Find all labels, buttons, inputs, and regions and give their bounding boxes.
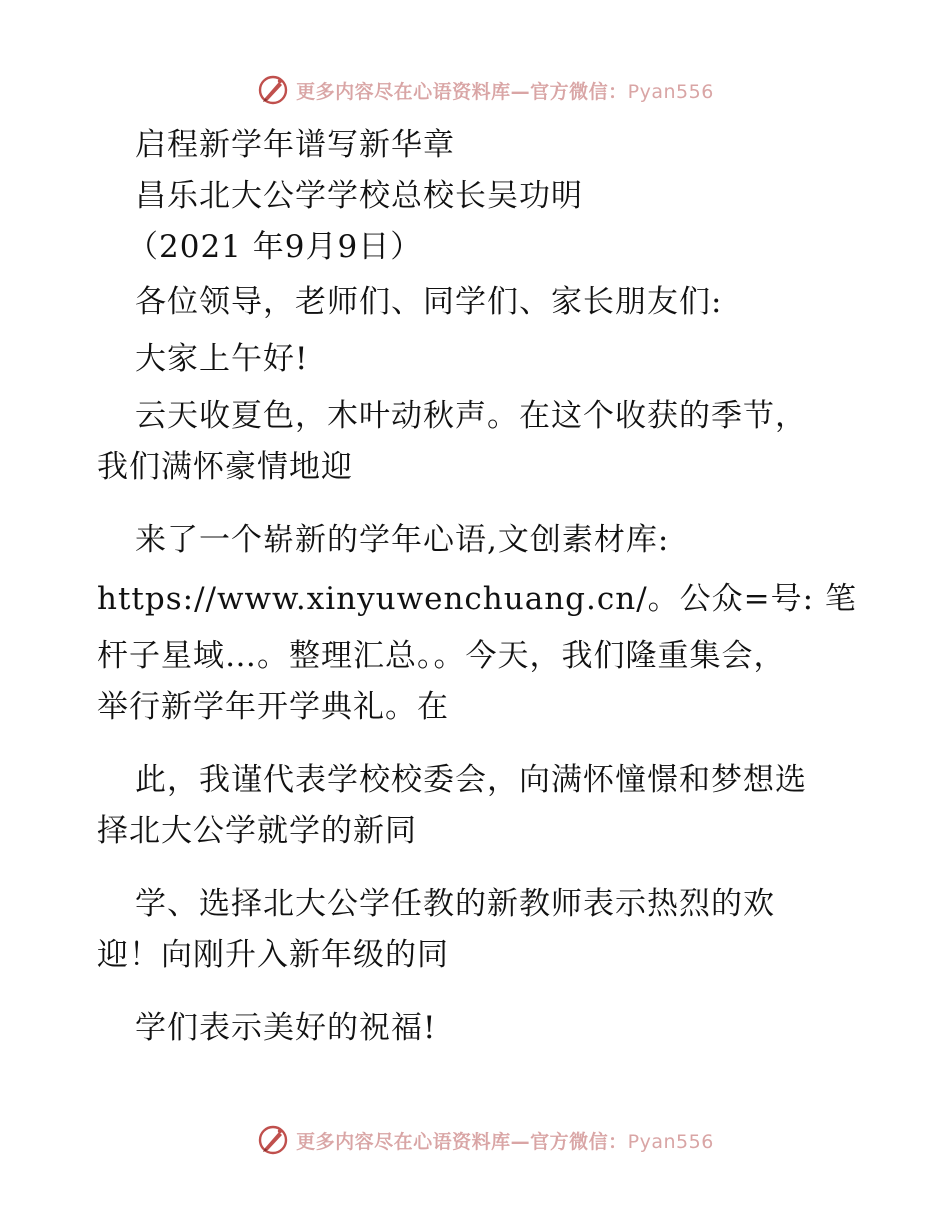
watermark-group <box>256 1123 714 1157</box>
paragraph-line: 我们满怀豪情地迎 <box>97 449 353 485</box>
paragraph-line: 学们表示美好的祝福! <box>135 1010 437 1046</box>
doc-author: 昌乐北大公学学校总校长吴功明 <box>135 178 583 214</box>
paragraph-line: 来了一个崭新的学年心语,文创素材库: <box>135 522 670 558</box>
watermark-text: 更多内容尽在心语资料库—官方微信：Pyan556 <box>296 1130 714 1153</box>
paragraph-line-url: https://www.xinyuwenchuang.cn/。公众=号: 笔 <box>97 581 857 617</box>
pen-logo-icon <box>256 1123 290 1157</box>
watermark-text: 更多内容尽在心语资料库—官方微信：Pyan556 <box>296 80 714 103</box>
document-body <box>97 120 857 1054</box>
footer-watermark <box>0 1120 950 1160</box>
paragraph-line: 迎！向刚升入新年级的同 <box>97 937 449 973</box>
watermark-group <box>256 73 714 107</box>
paragraph-line: 此，我谨代表学校校委会，向满怀憧憬和梦想选 <box>135 762 807 798</box>
doc-title: 启程新学年谱写新华章 <box>135 127 455 163</box>
paragraph-line: 学、选择北大公学任教的新教师表示热烈的欢 <box>135 886 775 922</box>
paragraph-line: 择北大公学就学的新同 <box>97 813 417 849</box>
doc-greeting: 各位领导，老师们、同学们、家长朋友们: <box>135 284 723 320</box>
doc-salutation: 大家上午好! <box>135 341 309 377</box>
header-watermark <box>0 70 950 110</box>
paragraph-line: 举行新学年开学典礼。在 <box>97 689 449 725</box>
paragraph-line: 云天收夏色，木叶动秋声。在这个收获的季节， <box>135 398 807 434</box>
pen-logo-icon <box>256 73 290 107</box>
paragraph-line: 杆子星域…。整理汇总。。今天，我们隆重集会， <box>97 638 786 674</box>
doc-date: （2021 年9月9日） <box>127 229 423 265</box>
